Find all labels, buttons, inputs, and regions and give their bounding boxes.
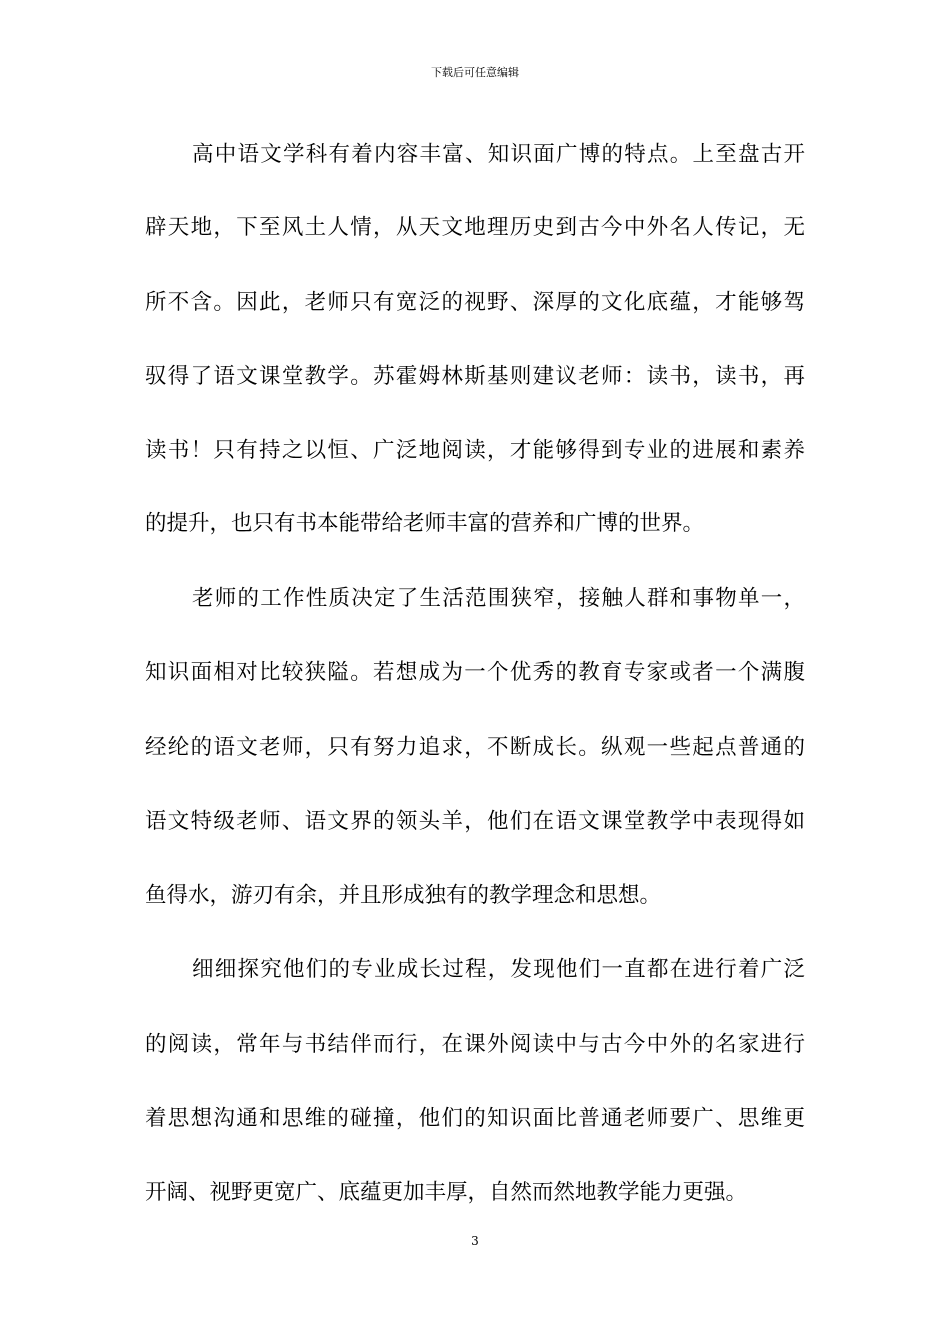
text-line: 驭得了语文课堂教学。苏霍姆林斯基则建议老师：读书，读书，再 xyxy=(145,364,805,389)
page-header: 下载后可任意编辑 xyxy=(431,66,519,79)
text-line: 知识面相对比较狭隘。若想成为一个优秀的教育专家或者一个满腹 xyxy=(145,660,805,685)
text-line: 读书！只有持之以恒、广泛地阅读，才能够得到专业的进展和素养 xyxy=(145,438,805,463)
text-line: 的提升，也只有书本能带给老师丰富的营养和广博的世界。 xyxy=(145,511,705,536)
text-line: 语文特级老师、语文界的领头羊，他们在语文课堂教学中表现得如 xyxy=(145,809,805,834)
text-line: 辟天地，下至风土人情，从天文地理历史到古今中外名人传记，无 xyxy=(145,215,805,240)
text-line: 开阔、视野更宽广、底蕴更加丰厚，自然而然地教学能力更强。 xyxy=(145,1180,748,1205)
text-line: 所不含。因此，老师只有宽泛的视野、深厚的文化底蕴，才能够驾 xyxy=(145,290,805,315)
text-line: 的阅读，常年与书结伴而行，在课外阅读中与古今中外的名家进行 xyxy=(145,1032,805,1057)
text-line: 老师的工作性质决定了生活范围狭窄，接触人群和事物单一， xyxy=(192,586,805,611)
text-line: 高中语文学科有着内容丰富、知识面广博的特点。上至盘古开 xyxy=(192,142,805,167)
text-line: 经纶的语文老师，只有努力追求，不断成长。纵观一些起点普通的 xyxy=(145,735,805,760)
text-line: 细细探究他们的专业成长过程，发现他们一直都在进行着广泛 xyxy=(192,957,805,982)
text-line: 着思想沟通和思维的碰撞，他们的知识面比普通老师要广、思维更 xyxy=(145,1106,805,1131)
text-line: 鱼得水，游刃有余，并且形成独有的教学理念和思想。 xyxy=(145,883,662,908)
page-number: 3 xyxy=(471,1234,479,1248)
